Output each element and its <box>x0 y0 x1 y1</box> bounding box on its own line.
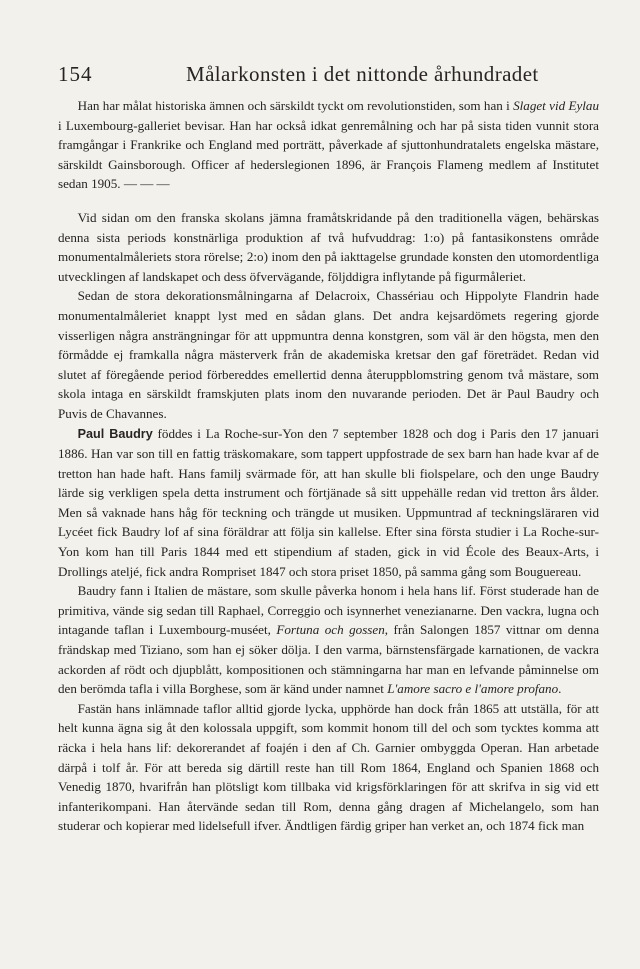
artwork-title: Fortuna och gossen <box>276 622 385 638</box>
page-header <box>58 62 599 88</box>
paragraph-flameng <box>58 96 599 194</box>
text-run: . <box>558 681 562 697</box>
paragraph-baudry-opera: Fastän hans inlämnade taflor alltid gjorde lycka, upphörde han dock från 1865 att utställa, för att helt kunna ägna sig åt den kolossala uppgift, som kommit honom till del och som tycktes komma att räcka i hela hans lif: dekorerandet af foajén i den af Ch. Garnier ombyggda Operan. Han arbetade därpå i tolf år. För att bereda sig därtill reste han till Rom 1864, England och Spanien 1868 och Venedig 1870, hvarifrån han plötsligt kom tillbaka vid krigsförklaringen för att skrifva in sig vid ett infanterikompani. Han återvände sedan till Rom, denna gång dragen af Michelangelo, som han studerar och kopierar med lidelsefull ifver. Ändtligen färdig griper han verket an, och 1874 fick man <box>58 700 599 834</box>
text-run: i Luxembourg-galleriet bevisar. Han har också idkat genremålning och har på sista tiden vunnit stora framgångar i Frankrike och England med porträtt, påverkade af sjuttonhundratalets engelska mästare, särskildt Gainsborough. Officer af hederslegionen 1896, är François Flameng medlem af Institutet sedan 1905. — — — <box>58 117 599 192</box>
paragraph-baudry-bio <box>58 424 599 582</box>
text-run: Baudry fann i Italien de mästare, som skulle påverka honom i hela hans lif. Först studerade han de primitiva, vände sig sedan till Raphael, Correggio och isynnerhet venezianarne. Den vackra, lugna och intagande taflan i Luxembourg-muséet, <box>58 583 599 638</box>
paragraph-baudry-italy <box>58 581 599 699</box>
artwork-title: L'amore sacro e l'amore profano <box>387 681 559 697</box>
paragraph-monumental: Sedan de stora dekorationsmålningarna af Delacroix, Chassériau och Hippolyte Flandrin hade monumentalmåleriet knappt lyst med en sådan glans. Det andra kejsardömets regering gjorde visserligen några ansträngningar för att uppmuntra denna konstgren, som väl är den högsta, men den förmådde ej framkalla några mästerverk från de akademiska kretsar den gaf företrädet. Redan vid slutet af föregående period förbereddes emellertid denna återuppblomstring genom två mästare, som skola intaga en särskildt framskjuten plats inom den nuvarande perioden. Det är Paul Baudry och Puvis de Chavannes. <box>58 288 599 421</box>
body-text <box>58 96 599 836</box>
paragraph-tendencies: Vid sidan om den franska skolans jämna framåtskridande på den traditionella vägen, behärskas denna sista periods konstnärliga produktion af två hufvuddrag: 1:o) på fantasikonstens område monumentalmåleriets stora rörelse; 2:o) inom den på iakttagelse grundade konsten den utomordentliga utvecklingen af landskapet och dess öfvervägande, följddigra inflytande på figurmåleriet. <box>58 209 599 284</box>
book-page <box>58 0 599 969</box>
text-run: Han har målat historiska ämnen och särskildt tyckt om revolutionstiden, som han i <box>77 98 514 113</box>
artist-name: Paul Baudry <box>77 426 153 441</box>
running-title: Målarkonsten i det nittonde århundradet <box>186 62 539 86</box>
text-run: föddes i La Roche-sur-Yon den 7 september 1828 och dog i Paris den 17 januari 1886. Han var son till en fattig träskomakare, som tappert uppfostrade de sex barn han hade kvar af de tretton han hade haft. Hans familj svärmade för, att han skulle bli fiolspelare, och den unge Baudry lärde sig verkligen spela detta instrument och förtjänade så sitt uppehälle redan vid tretton års ålder. Men så vaknade hans håg för teckning och trängde ut musiken. Uppmuntrad af teckningsläraren vid Lycéet fick Baudry lof af sina föräldrar att följa sin kallelse. Efter sina första studier i La Roche-sur-Yon kom han till Paris 1844 med ett stipendium af staden, gick in vid École des Beaux-Arts, i Drollings ateljé, fick andra Rompriset 1847 och stora priset 1850, på samma gång som Bouguereau. <box>58 425 600 579</box>
text-run: , från Salongen 1857 vittnar om denna frändskap med Tiziano, som han ej söker dölja. I den varma, bärnstensfärgade karnationen, de vackra ackorden af rödt och djupblått, kompositionen och stämningarna har man en lefvande påminnelse om den berömda tafla i villa Borghese, som är känd under namnet <box>58 622 600 697</box>
page-number: 154 <box>58 62 93 86</box>
artwork-title: Slaget vid Eylau <box>513 98 599 113</box>
